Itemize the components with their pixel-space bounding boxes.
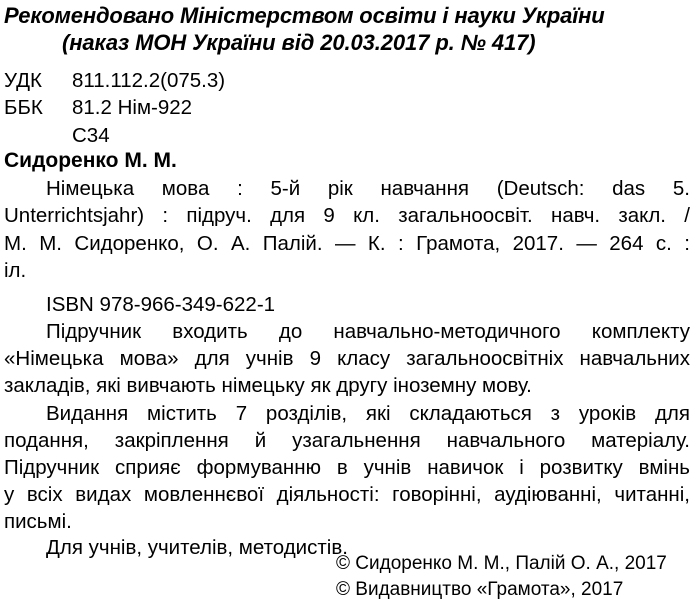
annotation-p2-line-2: подання, закріплення й узагальнення навчального матеріалу. <box>4 429 690 452</box>
bib-description-line-1: Німецька мова : 5-й рік навчання (Deutsch: das 5. <box>46 177 690 200</box>
bbk-label: ББК <box>4 96 43 119</box>
annotation-p2-line-4: у всіх видах мовленнєвої діяльності: говорінні, аудіюванні, читанні, <box>4 483 690 506</box>
approval-line-2: (наказ МОН України від 20.03.2017 р. № 417) <box>62 30 536 55</box>
isbn: ISBN 978-966-349-622-1 <box>46 293 276 316</box>
audience-note: Для учнів, учителів, методистів. <box>46 536 348 559</box>
annotation-p1-line-1: Підручник входить до навчально-методичного комплекту <box>46 320 690 343</box>
author-mark: С34 <box>72 124 110 147</box>
annotation-p1-line-2: «Німецька мова» для учнів 9 класу загальноосвітніх навчальних <box>4 347 690 370</box>
udk-label: УДК <box>4 69 42 92</box>
bbk-value: 81.2 Нім-922 <box>72 96 193 119</box>
copyright-authors: © Сидоренко М. М., Палій О. А., 2017 <box>336 553 667 574</box>
copyright-publisher: © Видавництво «Грамота», 2017 <box>336 579 624 600</box>
annotation-p2-line-3: Підручник сприяє формуванню в учнів навичок і розвитку вмінь <box>4 456 690 479</box>
bib-description-line-4: іл. <box>4 259 27 282</box>
annotation-p1-line-3: закладів, які вивчають німецьку як другу іноземну мову. <box>4 374 532 397</box>
bib-description-line-2: Unterrichtsjahr) : підруч. для 9 кл. загальноосвіт. навч. закл. / <box>4 204 690 227</box>
bib-description-line-3: М. М. Сидоренко, О. А. Палій. — К. : Грамота, 2017. — 264 с. : <box>4 232 690 255</box>
author-heading: Сидоренко М. М. <box>4 149 177 172</box>
annotation-p2-line-5: письмі. <box>4 510 72 533</box>
udk-value: 811.112.2(075.3) <box>72 69 226 92</box>
annotation-p2-line-1: Видання містить 7 розділів, які складаються з уроків для <box>46 402 690 425</box>
approval-line-1: Рекомендовано Міністерством освіти і науки України <box>4 3 605 28</box>
